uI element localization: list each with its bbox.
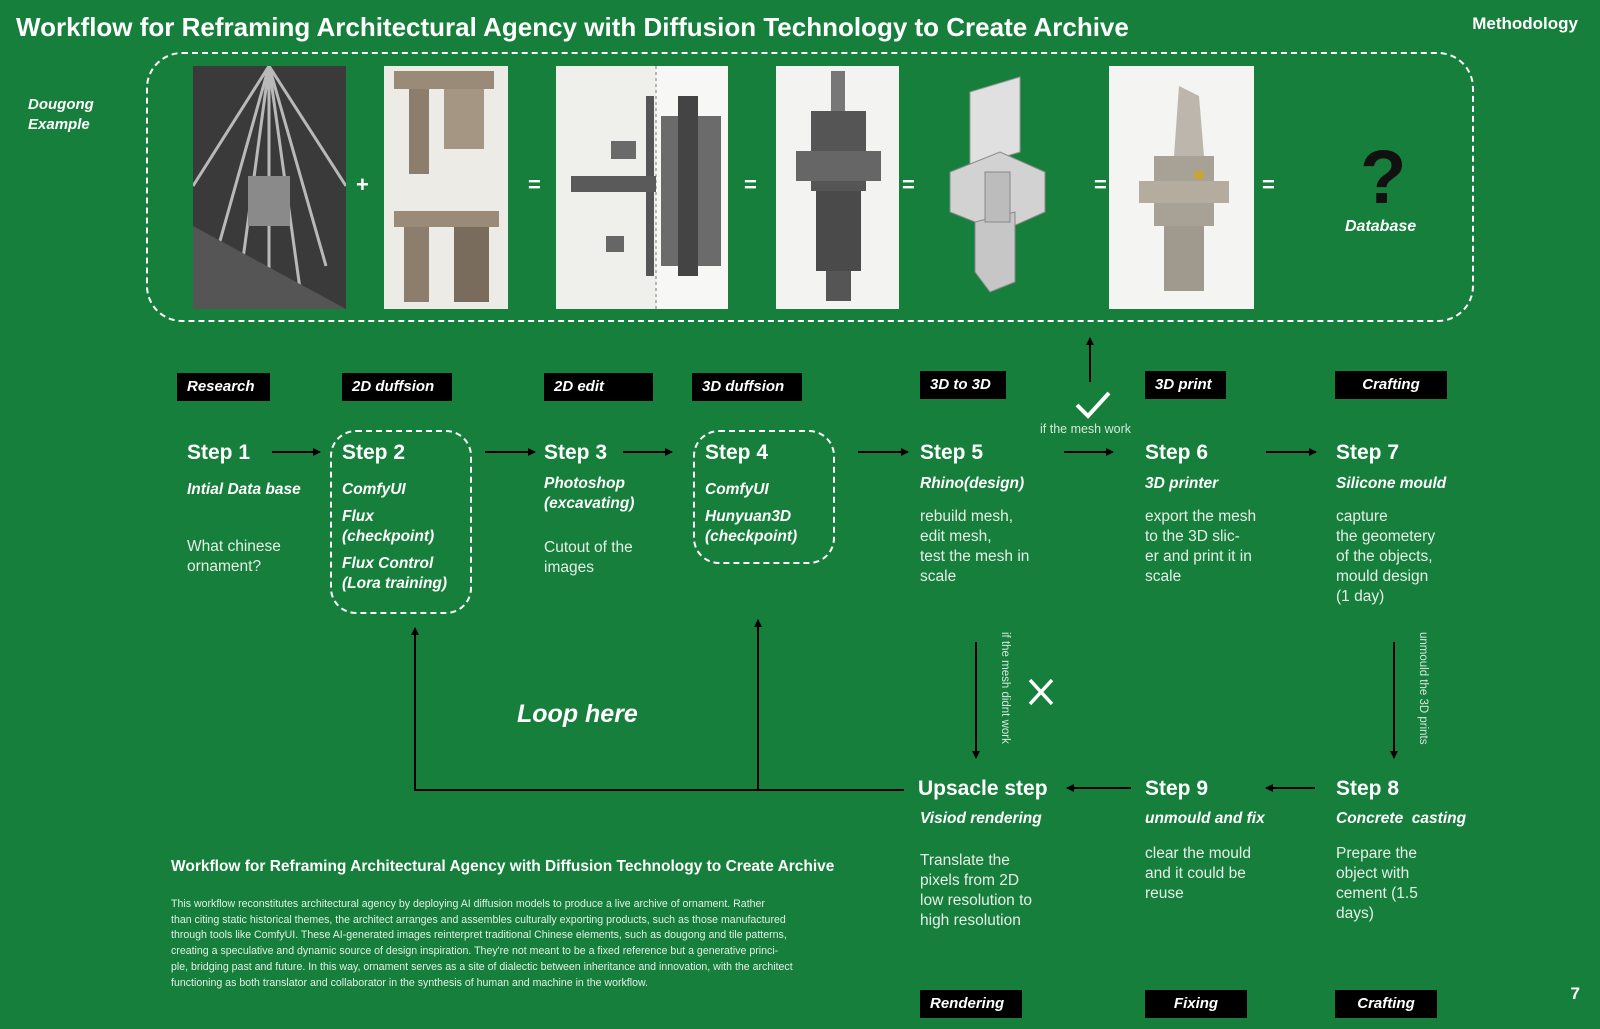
- check-icon: [1074, 389, 1112, 421]
- step7-desc-line: capture: [1336, 508, 1388, 525]
- step6: [1145, 441, 1295, 587]
- step8-desc-line: days): [1336, 905, 1374, 922]
- equals-operator-2: =: [744, 172, 757, 197]
- step1: [187, 441, 327, 577]
- step7-desc-line: the geometery: [1336, 528, 1436, 545]
- step1-sub: Intial Data base: [187, 481, 301, 498]
- step8: [1336, 777, 1496, 924]
- step4-sub-comfyui: ComfyUI: [705, 481, 769, 498]
- step5-title: Step 5: [920, 441, 984, 464]
- tag-crafting-top: Crafting: [1335, 371, 1447, 399]
- equals-operator-4: =: [1094, 172, 1107, 197]
- upscale-desc: [920, 851, 1088, 931]
- step8-desc-line: Prepare the: [1336, 845, 1417, 862]
- step3-sub-photoshop: Photoshop: [544, 475, 625, 492]
- tag-2d-diffusion: 2D duffsion: [342, 373, 452, 401]
- step9-desc-line: and it could be: [1145, 865, 1246, 882]
- step8-desc: [1336, 844, 1496, 924]
- step5: [920, 441, 1070, 587]
- step5-desc-line: scale: [920, 568, 957, 585]
- step2: [342, 441, 470, 594]
- step1-title: Step 1: [187, 441, 251, 464]
- tag-3d-to-3d: 3D to 3D: [920, 371, 1006, 399]
- step9-desc: [1145, 844, 1295, 904]
- tag-3d-print: 3D print: [1145, 371, 1226, 399]
- tag-2d-edit: 2D edit: [544, 373, 653, 401]
- step4-title: Step 4: [705, 441, 769, 464]
- step8-sub: Concrete casting: [1336, 810, 1467, 827]
- tag-crafting-bottom: Crafting: [1335, 990, 1437, 1018]
- step6-sub: 3D printer: [1145, 475, 1219, 492]
- step7-desc-line: mould design: [1336, 568, 1429, 585]
- loop-label: Loop here: [517, 700, 638, 728]
- step2-sub-checkpoint: (checkpoint): [342, 528, 435, 545]
- loop-line: [415, 630, 904, 790]
- step5-desc-line: edit mesh,: [920, 528, 992, 545]
- step2-sub-lora: (Lora training): [342, 575, 448, 592]
- step3-title: Step 3: [544, 441, 608, 464]
- description-body: [171, 897, 851, 991]
- cross-icon: [1026, 676, 1056, 708]
- tag-rendering: Rendering: [920, 990, 1022, 1018]
- upscale-desc-line: pixels from 2D: [920, 872, 1020, 889]
- question-mark: ?: [1360, 135, 1407, 220]
- step2-title: Step 2: [342, 441, 406, 464]
- description-line: than citing static historical themes, the architect arranges and assembles culturally exporting products, such as those manufactured: [171, 913, 786, 926]
- tag-3d-diffusion: 3D duffsion: [692, 373, 802, 401]
- page-title: Workflow for Reframing Architectural Agency with Diffusion Technology to Create Archive: [16, 12, 1129, 42]
- step3-desc: [544, 538, 684, 578]
- step5-sub: Rhino(design): [920, 475, 1025, 492]
- plus-operator: +: [356, 172, 369, 197]
- equals-operator-3: =: [902, 172, 915, 197]
- description-line: through tools like ComfyUI. These AI-generated images reinterpret traditional Chinese elements, such as dougong and tile patterns,: [171, 929, 787, 942]
- step5-desc: [920, 507, 1070, 587]
- page-number: 7: [1570, 984, 1580, 1003]
- dougong-label-line2: Example: [28, 116, 90, 133]
- description-line: This workflow reconstitutes architectural agency by deploying AI diffusion models to produce a live archive of ornament. Rather: [171, 898, 765, 910]
- step4-sub-hunyuan: Hunyuan3D: [705, 508, 792, 525]
- step2-sub-flux: Flux: [342, 508, 374, 525]
- step8-desc-line: cement (1.5: [1336, 885, 1418, 902]
- step1-desc-line: ornament?: [187, 558, 262, 575]
- mesh-failed-note: if the mesh didnt work: [999, 632, 1011, 744]
- step6-desc-line: er and print it in: [1145, 548, 1252, 565]
- step9-desc-line: clear the mould: [1145, 845, 1251, 862]
- step7-title: Step 7: [1336, 441, 1400, 464]
- step8-desc-line: object with: [1336, 865, 1410, 882]
- tag-research: Research: [177, 373, 270, 401]
- step3-sub-excavating: (excavating): [544, 495, 635, 512]
- unmould-note: unmould the 3D prints: [1417, 632, 1429, 745]
- step1-desc-line: What chinese: [187, 538, 281, 555]
- mesh-works-note: if the mesh work: [1040, 422, 1132, 436]
- step7-desc-line: (1 day): [1336, 588, 1385, 605]
- step2-sub-flux-control: Flux Control: [342, 555, 434, 572]
- step4-sub-checkpoint: (checkpoint): [705, 528, 798, 545]
- description-line: creating a speculative and dynamic source of design inspiration. They're not meant to be a fixed reference but a generative princi-: [171, 945, 779, 958]
- section-label: Methodology: [1472, 14, 1578, 33]
- upscale-sub: Visiod rendering: [920, 810, 1042, 827]
- upscale-desc-line: low resolution to: [920, 892, 1033, 909]
- description-line: functioning as both translator and collaborator in the synthesis of human and machine in the workflow.: [171, 976, 648, 989]
- step3-desc-line: images: [544, 559, 594, 576]
- step9-sub: unmould and fix: [1145, 810, 1265, 827]
- tag-fixing: Fixing: [1145, 990, 1247, 1018]
- upscale-title: Upsacle step: [918, 777, 1048, 800]
- step9: [1145, 777, 1295, 904]
- database-label: Database: [1345, 218, 1417, 235]
- step6-desc-line: to the 3D slic-: [1145, 528, 1240, 545]
- step6-title: Step 6: [1145, 441, 1209, 464]
- step7-desc-line: of the objects,: [1336, 548, 1433, 565]
- step7: [1336, 441, 1496, 607]
- step1-desc: [187, 537, 327, 577]
- step5-desc-line: rebuild mesh,: [920, 508, 1014, 525]
- equals-operator-5: =: [1262, 172, 1275, 197]
- step6-desc-line: export the mesh: [1145, 508, 1257, 525]
- description-line: ple, bridging past and future. In this way, ornament serves as a site of dialectic between inheritance and innovation, with the architect: [171, 960, 793, 973]
- step9-desc-line: reuse: [1145, 885, 1184, 902]
- step4: [705, 441, 833, 547]
- upscale-desc-line: high resolution: [920, 912, 1021, 929]
- step7-desc: [1336, 507, 1496, 607]
- dougong-label-line1: Dougong: [28, 96, 94, 113]
- step3-desc-line: Cutout of the: [544, 539, 633, 556]
- step8-title: Step 8: [1336, 777, 1400, 800]
- step5-desc-line: test the mesh in: [920, 548, 1030, 565]
- step7-sub: Silicone mould: [1336, 475, 1447, 492]
- step3: [544, 441, 684, 578]
- equals-operator-1: =: [528, 172, 541, 197]
- step2-sub-comfyui: ComfyUI: [342, 481, 406, 498]
- upscale-desc-line: Translate the: [920, 852, 1010, 869]
- step6-desc-line: scale: [1145, 568, 1182, 585]
- description-title: Workflow for Reframing Architectural Agency with Diffusion Technology to Create Archive: [171, 858, 835, 875]
- upscale-step: [918, 777, 1088, 931]
- step9-title: Step 9: [1145, 777, 1209, 800]
- step6-desc: [1145, 507, 1295, 587]
